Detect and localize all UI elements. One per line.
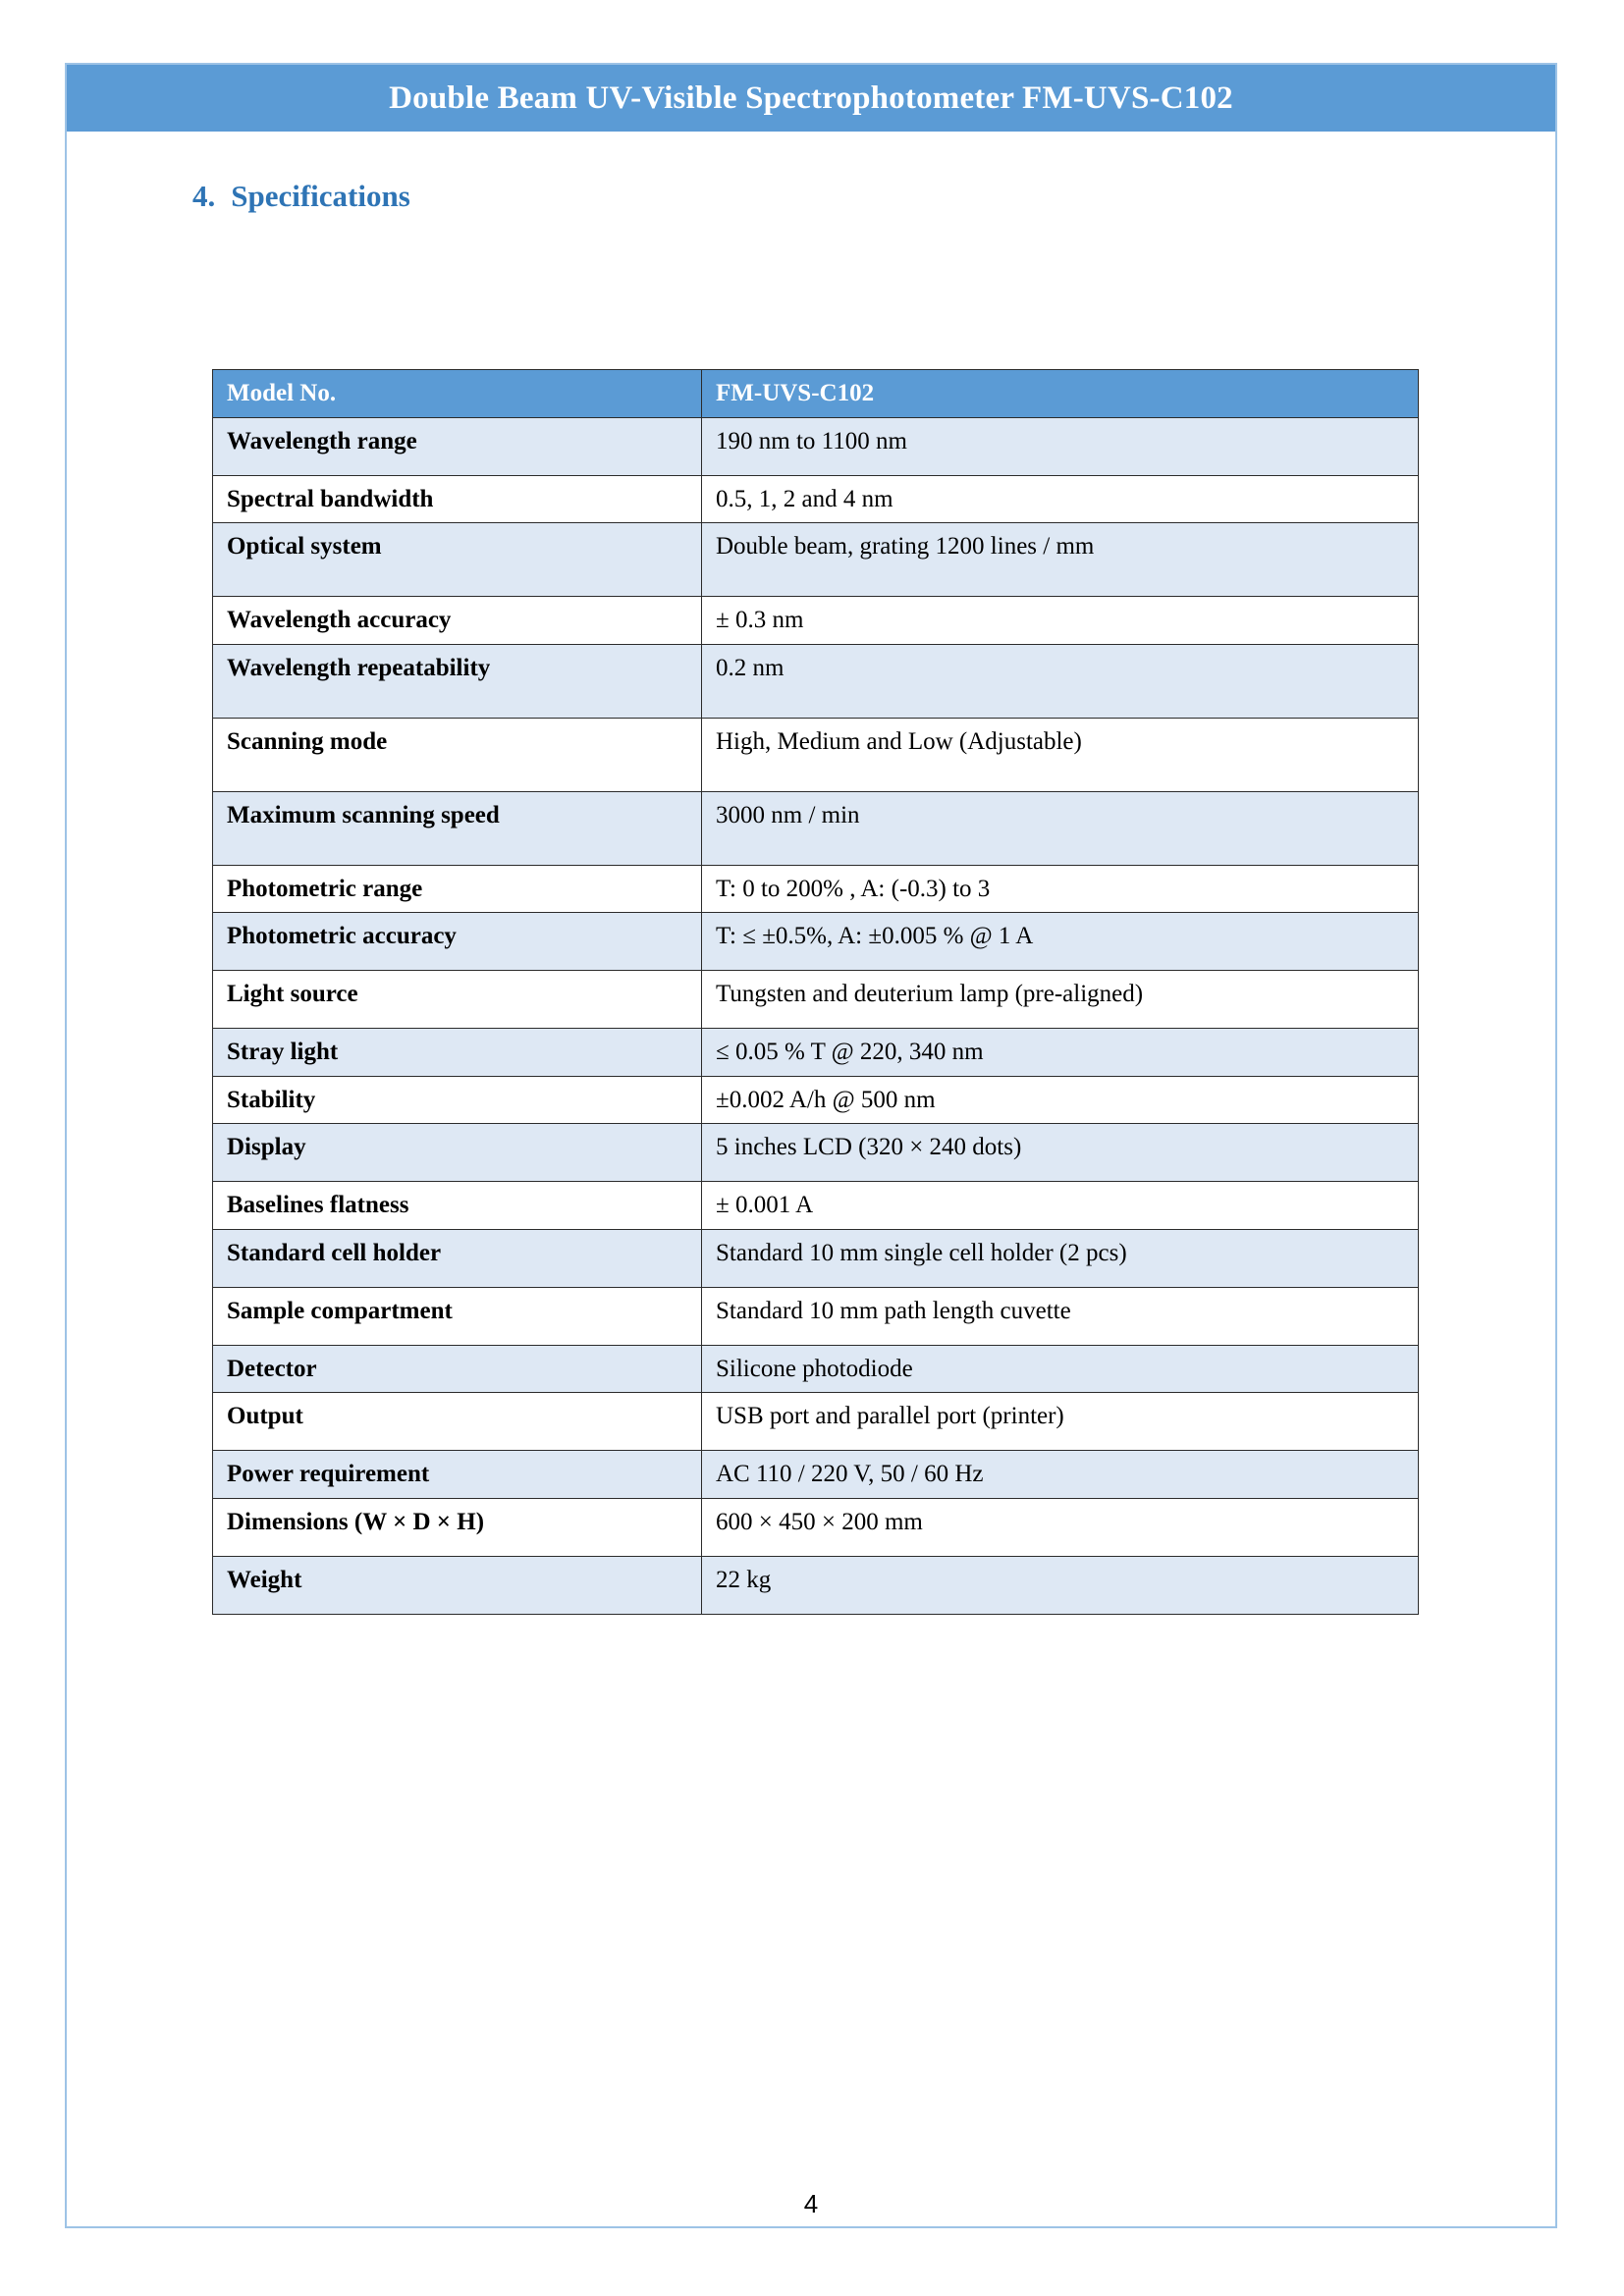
spec-value-cell: ± 0.001 A [702,1182,1419,1230]
table-row [213,865,1419,913]
table-header-value: FM-UVS-C102 [702,370,1419,418]
table-row [213,1229,1419,1287]
spec-label-cell: Light source [213,971,702,1029]
table-row [213,1451,1419,1499]
table-row [213,523,1419,597]
table-row [213,1182,1419,1230]
section-number: 4. [192,179,216,213]
spec-value-cell: 22 kg [702,1556,1419,1614]
spec-label-cell: Sample compartment [213,1287,702,1345]
document-page [65,63,1557,2228]
spec-label-cell: Photometric accuracy [213,913,702,971]
table-header-row [213,370,1419,418]
table-row [213,913,1419,971]
table-row [213,791,1419,865]
page-body [67,132,1555,2226]
table-row [213,475,1419,523]
spec-value-cell: Tungsten and deuterium lamp (pre-aligned) [702,971,1419,1029]
spec-value-cell: Double beam, grating 1200 lines / mm [702,523,1419,597]
spec-label-cell: Scanning mode [213,718,702,791]
spec-value-cell: 0.5, 1, 2 and 4 nm [702,475,1419,523]
table-row [213,1029,1419,1077]
spec-label-cell: Baselines flatness [213,1182,702,1230]
spec-value-cell: T: ≤ ±0.5%, A: ±0.005 % @ 1 A [702,913,1419,971]
table-row [213,1393,1419,1451]
specifications-table-container [212,369,1418,1615]
table-row [213,1498,1419,1556]
spec-label-cell: Stability [213,1076,702,1124]
spec-label-cell: Wavelength accuracy [213,597,702,645]
spec-value-cell: 190 nm to 1100 nm [702,417,1419,475]
table-row [213,597,1419,645]
spec-label-cell: Detector [213,1345,702,1393]
spec-value-cell: ± 0.3 nm [702,597,1419,645]
spec-label-cell: Wavelength repeatability [213,644,702,718]
page-number: 4 [803,2189,819,2218]
table-row [213,1287,1419,1345]
table-header-label: Model No. [213,370,702,418]
spec-label-cell: Stray light [213,1029,702,1077]
table-row [213,971,1419,1029]
spec-value-cell: Standard 10 mm path length cuvette [702,1287,1419,1345]
spec-label-cell: Optical system [213,523,702,597]
spec-label-cell: Photometric range [213,865,702,913]
table-row [213,1556,1419,1614]
spec-label-cell: Power requirement [213,1451,702,1499]
spec-label-cell: Maximum scanning speed [213,791,702,865]
spec-value-cell: 600 × 450 × 200 mm [702,1498,1419,1556]
document-header-banner [67,65,1555,132]
spec-value-cell: High, Medium and Low (Adjustable) [702,718,1419,791]
spec-value-cell: ≤ 0.05 % T @ 220, 340 nm [702,1029,1419,1077]
section-heading [192,179,410,214]
table-row [213,417,1419,475]
spec-value-cell: USB port and parallel port (printer) [702,1393,1419,1451]
spec-value-cell: 5 inches LCD (320 × 240 dots) [702,1124,1419,1182]
spec-value-cell: Silicone photodiode [702,1345,1419,1393]
spec-label-cell: Wavelength range [213,417,702,475]
spec-value-cell: AC 110 / 220 V, 50 / 60 Hz [702,1451,1419,1499]
table-row [213,718,1419,791]
spec-label-cell: Standard cell holder [213,1229,702,1287]
spec-value-cell: T: 0 to 200% , A: (-0.3) to 3 [702,865,1419,913]
specifications-table [212,369,1419,1615]
spec-value-cell: 3000 nm / min [702,791,1419,865]
spec-label-cell: Spectral bandwidth [213,475,702,523]
spec-label-cell: Display [213,1124,702,1182]
table-row [213,644,1419,718]
spec-value-cell: ±0.002 A/h @ 500 nm [702,1076,1419,1124]
table-row [213,1124,1419,1182]
spec-value-cell: Standard 10 mm single cell holder (2 pcs) [702,1229,1419,1287]
spec-value-cell: 0.2 nm [702,644,1419,718]
spec-label-cell: Dimensions (W × D × H) [213,1498,702,1556]
spec-label-cell: Weight [213,1556,702,1614]
document-title: Double Beam UV-Visible Spectrophotometer FM-UVS-C102 [389,80,1233,116]
section-title: Specifications [231,179,410,213]
table-row [213,1345,1419,1393]
table-row [213,1076,1419,1124]
spec-label-cell: Output [213,1393,702,1451]
